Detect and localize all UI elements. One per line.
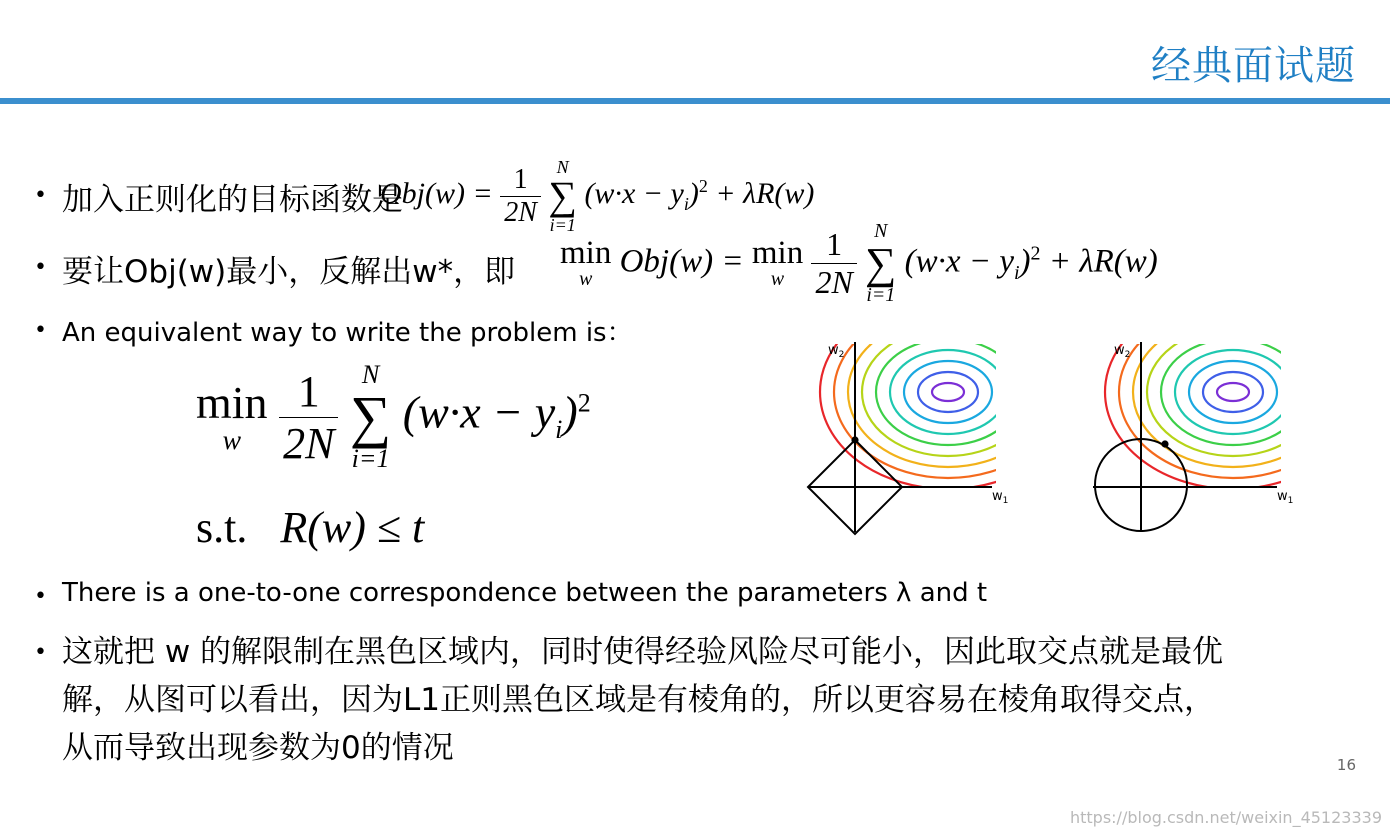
bullet-dot: • [34, 183, 47, 208]
bullet-text-correspondence: There is a one-to-one correspondence between the parameters λ and t [62, 578, 988, 608]
bullet-text-minimize: 要让Obj(w)最小，反解出w*，即 [62, 254, 516, 290]
watermark: https://blog.csdn.net/weixin_45123339 [1069, 808, 1382, 827]
explanation-line: 这就把 w 的解限制在黑色区域内，同时使得经验风险尽可能小，因此取交点就是最优 [62, 634, 1224, 670]
bullet-text-equivalent: An equivalent way to write the problem is： [62, 318, 633, 348]
constraint-line: s.t. R(w) ≤ t [196, 503, 425, 552]
w2-axis-label: $w_2$ [828, 343, 845, 360]
contour-line [890, 350, 1006, 434]
contour-line [1161, 339, 1305, 445]
explanation-line: 从而导致出现参数为0的情况 [62, 730, 454, 766]
w2-axis-label: $w_2$ [1114, 343, 1131, 360]
bullet-dot: • [34, 584, 47, 609]
title-rule [0, 98, 1390, 104]
l1-constraint-figure [800, 332, 1020, 542]
bullet-text-explanation [62, 628, 1223, 772]
contour-line [1217, 383, 1249, 401]
bullet-dot: • [34, 255, 47, 280]
objective-formula: Obj(w) = $\frac{1}{2N}$ N ∑ i=1 $(w\cdot x - y_i)^2 + \lambda R(w)$ [380, 157, 815, 235]
l2-constraint-figure [1085, 332, 1305, 542]
contour-line [876, 339, 1020, 445]
contour-line [918, 372, 978, 412]
contour-line [1203, 372, 1263, 412]
bullet-dot: • [34, 640, 47, 665]
explanation-line: 解，从图可以看出，因为L1正则黑色区域是有棱角的，所以更容易在棱角取得交点， [62, 682, 1215, 718]
minimize-formula: min w Obj(w) = min w $\frac{1}{2N}$ N ∑ i=1 $(w\cdot x - y_i)^2 + \lambda R(w)$ [560, 220, 1158, 306]
contour-line [932, 383, 964, 401]
w1-axis-label: $w_1$ [992, 489, 1009, 506]
contour-line [1175, 350, 1291, 434]
slide-title: 经典面试题 [1151, 43, 1356, 89]
bullet-text-objective: 加入正则化的目标函数是 [62, 182, 403, 218]
bullet-dot: • [34, 318, 47, 343]
constrained-formula: min w $\frac{1}{2N}$ N ∑ i=1 $(w\cdot x - y_i)^2$ [196, 360, 591, 474]
w1-axis-label: $w_1$ [1277, 489, 1294, 506]
page-number: 16 [1336, 756, 1356, 774]
